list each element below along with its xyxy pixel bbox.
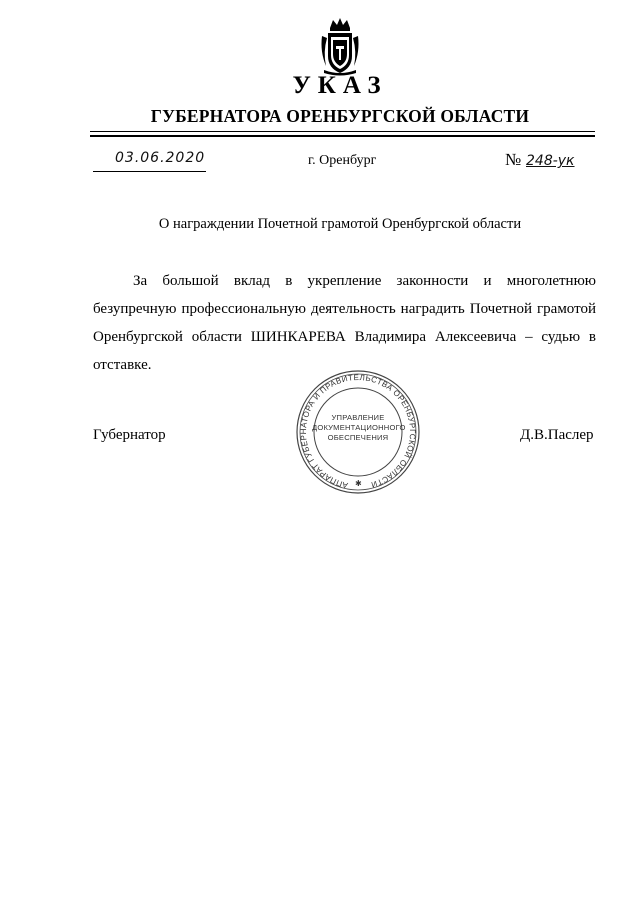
stamp-inner-text [312,413,404,443]
signatory-title: Губернатор [93,427,166,443]
coat-of-arms-icon [318,16,362,76]
header-divider-thick [90,135,595,137]
star-icon: ✱ [355,479,362,488]
stamp-outer-text: АППАРАТ ГУБЕРНАТОРА И ПРАВИТЕЛЬСТВА ОРЕНБУРГСКОЙ ОБЛАСТИ [298,372,418,490]
stamp-line: ДОКУМЕНТАЦИОННОГО [312,423,406,432]
header-divider-thin [90,131,595,132]
signatory-name: Д.В.Паслер [520,427,594,443]
document-date: 03.06.2020 [115,150,206,166]
issuer-title: ГУБЕРНАТОРА ОРЕНБУРГСКОЙ ОБЛАСТИ [150,106,530,126]
document-subject: О награждении Почетной грамотой Оренбургской области [158,216,522,232]
document-city: г. Оренбург [308,153,377,168]
document-type: УКАЗ [292,72,388,99]
number-label: № [505,150,522,169]
stamp-line: УПРАВЛЕНИЕ [331,413,385,422]
document-number: 248-ук [526,153,575,169]
stamp-line: ОБЕСПЕЧЕНИЯ [327,433,389,442]
date-underline [93,171,206,172]
body-paragraph: За большой вклад в укрепление законности и многолетнюю безупречную профессиональную деятельность наградить Почетной грамотой Оренбургской области ШИНКАРЕВА Владимира Алексеевича – судью в отставке. [93,273,596,373]
